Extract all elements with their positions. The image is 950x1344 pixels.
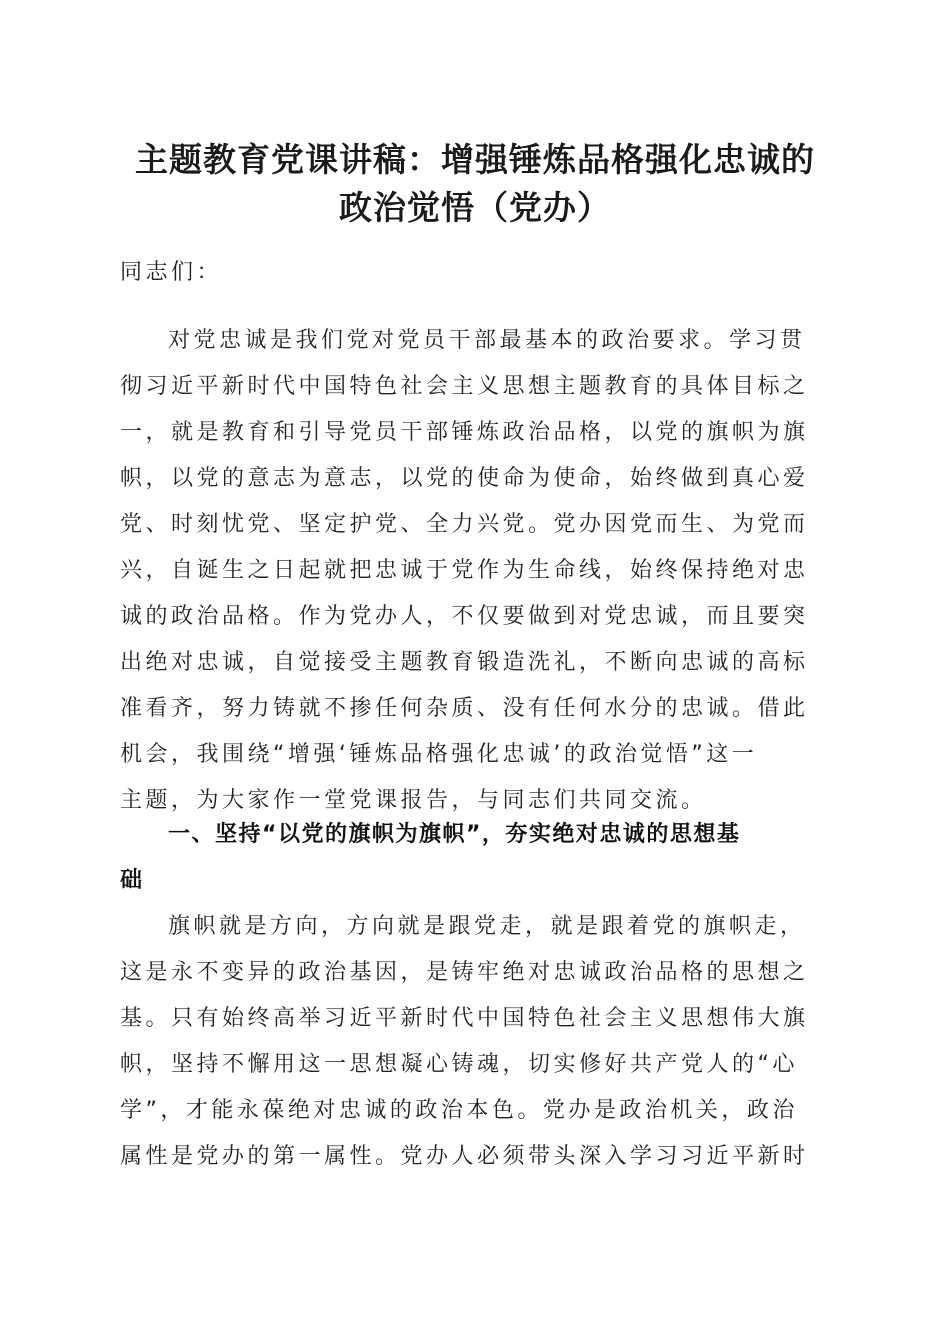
salutation: 同志们： <box>120 260 223 285</box>
paragraph-2-line: 这是永不变异的政治基因，是铸牢绝对忠诚政治品格的思想之 <box>120 960 809 985</box>
paragraph-1-line: 帜，以党的意志为意志，以党的使命为使命，始终做到真心爱 <box>120 466 809 491</box>
paragraph-2-line: 帜，坚持不懈用这一思想凝心铸魂，切实修好共产党人的“心 <box>120 1052 798 1077</box>
paragraph-1-line: 机会，我围绕“增强‘锤炼品格强化忠诚’的政治觉悟”这一 <box>120 742 758 767</box>
section-heading-1-cont: 础 <box>120 868 144 893</box>
paragraph-1-line: 出绝对忠诚，自觉接受主题教育锻造洗礼，不断向忠诚的高标 <box>120 650 809 675</box>
paragraph-1-line: 党、时刻忧党、坚定护党、全力兴党。党办因党而生、为党而 <box>120 512 809 537</box>
paragraph-1-line: 彻习近平新时代中国特色社会主义思想主题教育的具体目标之 <box>120 374 809 399</box>
paragraph-2-line: 旗帜就是方向，方向就是跟党走，就是跟着党的旗帜走， <box>168 914 806 939</box>
document-title-line-2: 政治觉悟（党办） <box>339 188 611 227</box>
section-heading-1: 一、坚持“以党的旗帜为旗帜”，夯实绝对忠诚的思想基 <box>168 822 741 847</box>
paragraph-1-line: 兴，自诞生之日起就把忠诚于党作为生命线，始终保持绝对忠 <box>120 558 809 583</box>
paragraph-1-line: 对党忠诚是我们党对党员干部最基本的政治要求。学习贯 <box>168 328 806 353</box>
paragraph-2-line: 基。只有始终高举习近平新时代中国特色社会主义思想伟大旗 <box>120 1006 809 1031</box>
paragraph-2-line: 学”，才能永葆绝对忠诚的政治本色。党办是政治机关，政治 <box>120 1098 798 1123</box>
paragraph-1-line: 主题，为大家作一堂党课报告，与同志们共同交流。 <box>120 788 707 813</box>
paragraph-1-line: 准看齐，努力铸就不掺任何杂质、没有任何水分的忠诚。借此 <box>120 696 809 721</box>
document-title-line-1: 主题教育党课讲稿：增强锤炼品格强化忠诚的 <box>135 140 815 179</box>
paragraph-1-line: 诚的政治品格。作为党办人，不仅要做到对党忠诚，而且要突 <box>120 604 809 629</box>
paragraph-2-line: 属性是党办的第一属性。党办人必须带头深入学习习近平新时 <box>120 1144 809 1169</box>
paragraph-1-line: 一，就是教育和引导党员干部锤炼政治品格，以党的旗帜为旗 <box>120 420 809 445</box>
